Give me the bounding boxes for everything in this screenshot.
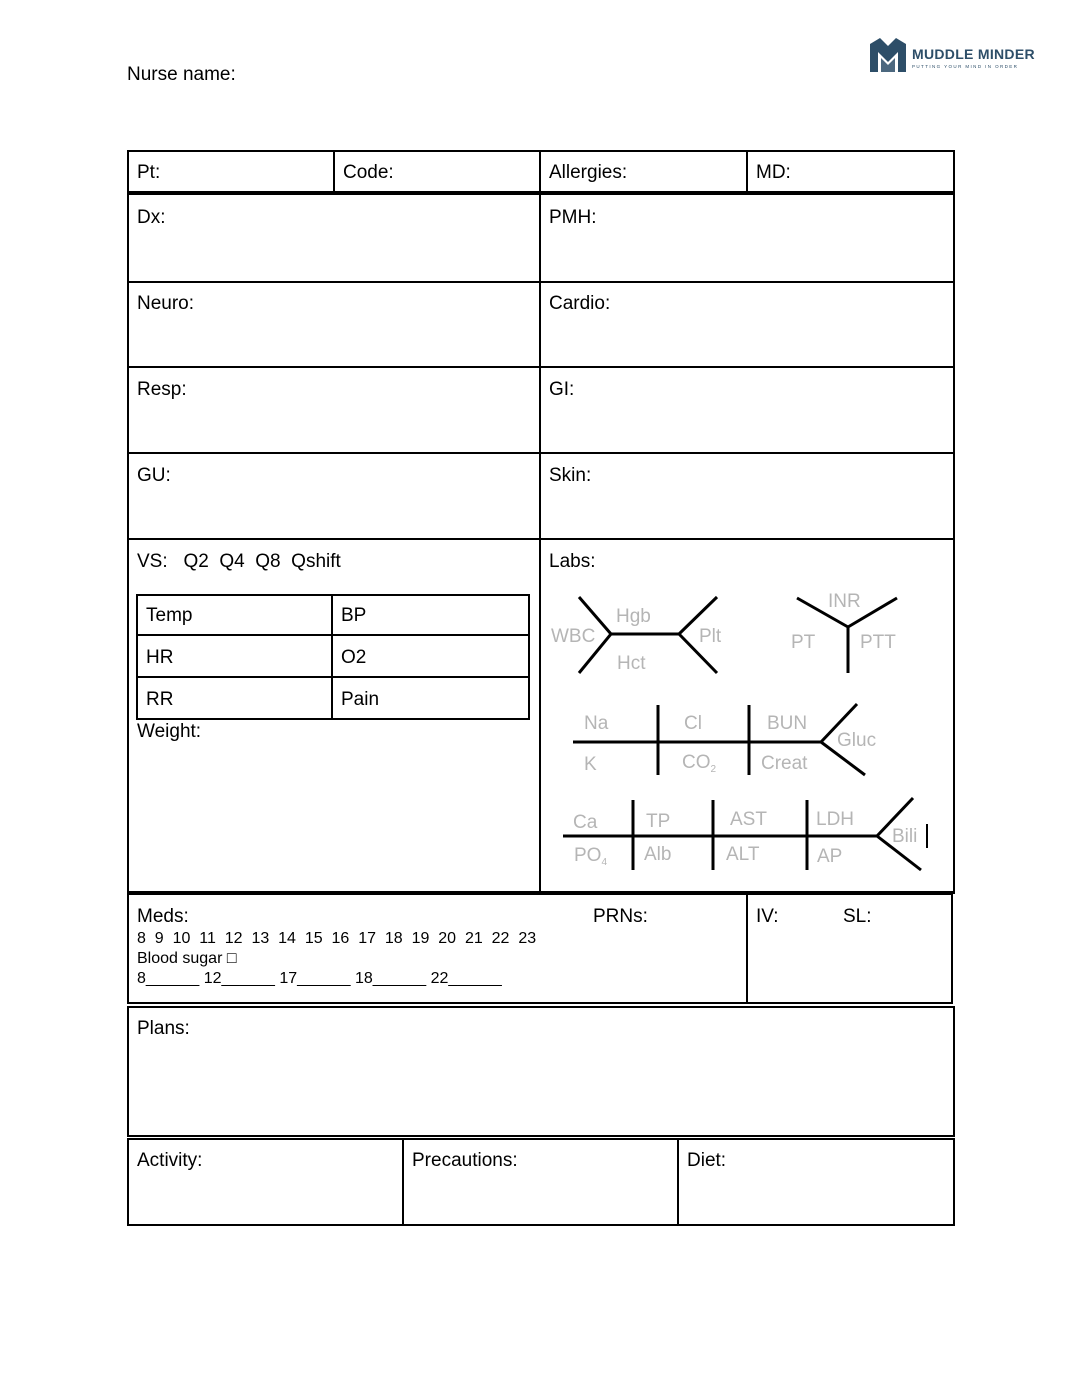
tp-label: TP: [646, 811, 671, 832]
hr-cell[interactable]: HR: [146, 647, 174, 668]
bun-label: BUN: [767, 713, 808, 734]
md-label[interactable]: MD:: [756, 162, 791, 183]
ptt-label: PTT: [860, 632, 896, 653]
divider: [746, 150, 748, 194]
divider: [136, 676, 530, 678]
na-label: Na: [584, 713, 609, 734]
alb-label: Alb: [644, 844, 672, 865]
temp-cell[interactable]: Temp: [146, 605, 193, 626]
pt-label[interactable]: Pt:: [137, 162, 161, 183]
sl-label[interactable]: SL:: [843, 906, 872, 927]
inr-label: INR: [828, 591, 861, 612]
ldh-label: LDH: [816, 809, 855, 830]
blood-sugar-times[interactable]: 8______ 12______ 17______ 18______ 22______: [137, 970, 502, 987]
vitals-table: [136, 594, 530, 720]
gi-label[interactable]: GI:: [549, 379, 575, 400]
ap-label: AP: [817, 846, 843, 867]
o2-cell[interactable]: O2: [341, 647, 367, 668]
prns-label[interactable]: PRNs:: [593, 906, 648, 927]
vs-title: VS: Q2 Q4 Q8 Qshift: [137, 551, 341, 572]
creat-label: Creat: [761, 753, 808, 774]
logo-tagline: PUTTING YOUR MIND IN ORDER: [912, 64, 1019, 69]
ca-label: Ca: [573, 812, 598, 833]
weight-label[interactable]: Weight:: [137, 721, 202, 742]
precautions-label[interactable]: Precautions:: [412, 1150, 518, 1171]
resp-label[interactable]: Resp:: [137, 379, 187, 400]
footer-row: [127, 1138, 955, 1226]
blood-sugar-label[interactable]: Blood sugar □: [137, 950, 237, 967]
k-label: K: [584, 754, 597, 775]
iv-label[interactable]: IV:: [756, 906, 779, 927]
bp-cell[interactable]: BP: [341, 605, 367, 626]
logo-name: MUDDLE MINDER: [912, 46, 1035, 62]
divider: [539, 150, 541, 194]
hct-label: Hct: [617, 653, 646, 674]
logo: [868, 36, 1035, 76]
cardio-label[interactable]: Cardio:: [549, 293, 611, 314]
neuro-label[interactable]: Neuro:: [137, 293, 195, 314]
co2-label: $CO_2$: [682, 752, 717, 775]
allergies-label[interactable]: Allergies:: [549, 162, 628, 183]
divider: [136, 634, 530, 636]
divider: [677, 1138, 679, 1226]
pmh-label[interactable]: PMH:: [549, 207, 597, 228]
plans-label[interactable]: Plans:: [137, 1018, 190, 1039]
po4-label: $PO_4$: [574, 845, 608, 868]
diet-label[interactable]: Diet:: [687, 1150, 727, 1171]
pt-lab-label: PT: [791, 632, 816, 653]
dx-label[interactable]: Dx:: [137, 207, 166, 228]
skin-label[interactable]: Skin:: [549, 465, 592, 486]
gluc-label: Gluc: [837, 730, 877, 751]
divider: [331, 594, 333, 720]
divider: [746, 893, 748, 1004]
code-label[interactable]: Code:: [343, 162, 394, 183]
alt-label: ALT: [726, 844, 760, 865]
rr-cell[interactable]: RR: [146, 689, 174, 710]
divider: [127, 452, 955, 454]
activity-label[interactable]: Activity:: [137, 1150, 203, 1171]
divider: [333, 150, 335, 194]
patient-info-row: [127, 150, 955, 194]
plt-label: Plt: [699, 626, 722, 647]
divider: [127, 538, 955, 540]
divider: [402, 1138, 404, 1226]
lab-fishbone-diagrams: [541, 580, 953, 890]
wbc-label: WBC: [551, 626, 596, 647]
divider: [127, 366, 955, 368]
logo-mark-icon: [868, 36, 908, 74]
bili-label: Bili: [892, 826, 918, 847]
hgb-label: Hgb: [616, 606, 651, 627]
divider: [127, 281, 955, 283]
med-hours: 8 9 10 11 12 13 14 15 16 17 18 19 20 21 22 23: [137, 930, 537, 947]
ast-label: AST: [730, 809, 767, 830]
gu-label[interactable]: GU:: [137, 465, 171, 486]
cl-label: Cl: [684, 713, 702, 734]
meds-label[interactable]: Meds:: [137, 906, 189, 927]
plans-section: [127, 1006, 955, 1137]
labs-title: Labs:: [549, 551, 596, 572]
pain-cell[interactable]: Pain: [341, 689, 380, 710]
nurse-name-label: Nurse name:: [127, 64, 236, 85]
